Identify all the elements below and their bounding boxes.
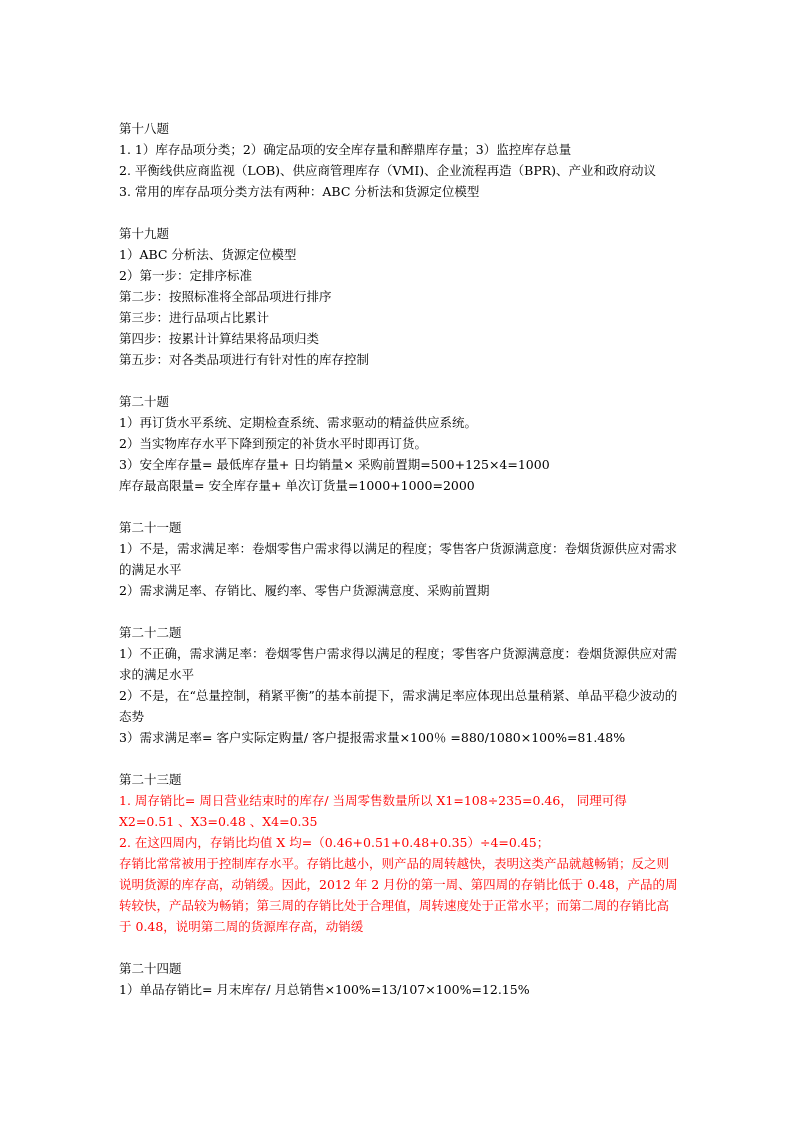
question-title: 第二十一题 [119,520,182,535]
answer-line: 库存最高限量= 安全库存量+ 单次订货量=1000+1000=2000 [119,478,475,493]
answer-line: 2）不是，在“总量控制，稍紧平衡”的基本前提下，需求满足率应体现出总量稍紧、单品平稳少波动的态势 [119,688,678,724]
answer-line: 存销比常常被用于控制库存水平。存销比越小，则产品的周转越快，表明这类产品就越畅销；反之则说明货源的库存高，动销缓。因此，2012 年 2 月份的第一周、第四周的存销比低于 0.48，产品的周转较快，产品较为畅销；第三周的存销比处于合理值，周转速度处于正常水平；而第二周的存销比高于 0.48，说明第二周的货源库存高，动销缓 [119,856,678,934]
answer-line: 1）再订货水平系统、定期检查系统、需求驱动的精益供应系统。 [119,415,477,430]
question-section [119,622,679,748]
answer-line: 2）需求满足率、存销比、履约率、零售户货源满意度、采购前置期 [119,583,490,598]
answer-line: 3）需求满足率= 客户实际定购量/ 客户提报需求量×100％ =880/1080×100%=81.48% [119,730,626,745]
answer-line: 第四步：按累计计算结果将品项归类 [119,331,320,346]
question-title: 第十九题 [119,226,170,241]
answer-line: 2. 在这四周内，存销比均值 X 均=（0.46+0.51+0.48+0.35）÷4=0.45； [119,835,550,850]
question-title: 第二十题 [119,394,170,409]
answer-line: 1. 1）库存品项分类；2）确定品项的安全库存量和醉鼎库存量；3）监控库存总量 [119,142,572,157]
answer-line: 3）安全库存量= 最低库存量+ 日均销量× 采购前置期=500+125×4=1000 [119,457,550,472]
question-section [119,391,679,496]
answer-line: 1）不正确，需求满足率：卷烟零售户需求得以满足的程度；零售客户货源满意度：卷烟货源供应对需求的满足水平 [119,646,677,682]
answer-body [119,118,679,1021]
answer-line: 1. 周存销比= 周日营业结束时的库存/ 当周零售数量所以 X1=108÷235=0.46， 同理可得 X2=0.51 、X3=0.48 、X4=0.35 [119,793,627,829]
answer-line: 1）ABC 分析法、货源定位模型 [119,247,297,262]
answer-line: 2）当实物库存水平下降到预定的补货水平时即再订货。 [119,436,427,451]
answer-line: 1）不是，需求满足率：卷烟零售户需求得以满足的程度；零售客户货源满意度：卷烟货源供应对需求的满足水平 [119,541,677,577]
answer-line: 1）单品存销比= 月末库存/ 月总销售×100%=13/107×100%=12.15% [119,982,530,997]
question-title: 第二十四题 [119,961,182,976]
question-section [119,118,679,202]
answer-line: 3. 常用的库存品项分类方法有两种：ABC 分析法和货源定位模型 [119,184,480,199]
answer-line: 2）第一步：定排序标准 [119,268,252,283]
question-section [119,769,679,937]
question-section [119,958,679,1000]
question-section [119,223,679,370]
answer-line: 第二步：按照标准将全部品项进行排序 [119,289,332,304]
question-title: 第十八题 [119,121,170,136]
question-title: 第二十二题 [119,625,182,640]
answer-line: 第三步：进行品项占比累计 [119,310,270,325]
question-title: 第二十三题 [119,772,182,787]
answer-line: 第五步：对各类品项进行有针对性的库存控制 [119,352,370,367]
question-section [119,517,679,601]
answer-line: 2. 平衡线供应商监视（LOB)、供应商管理库存（VMI)、企业流程再造（BPR)、产业和政府动议 [119,163,657,178]
